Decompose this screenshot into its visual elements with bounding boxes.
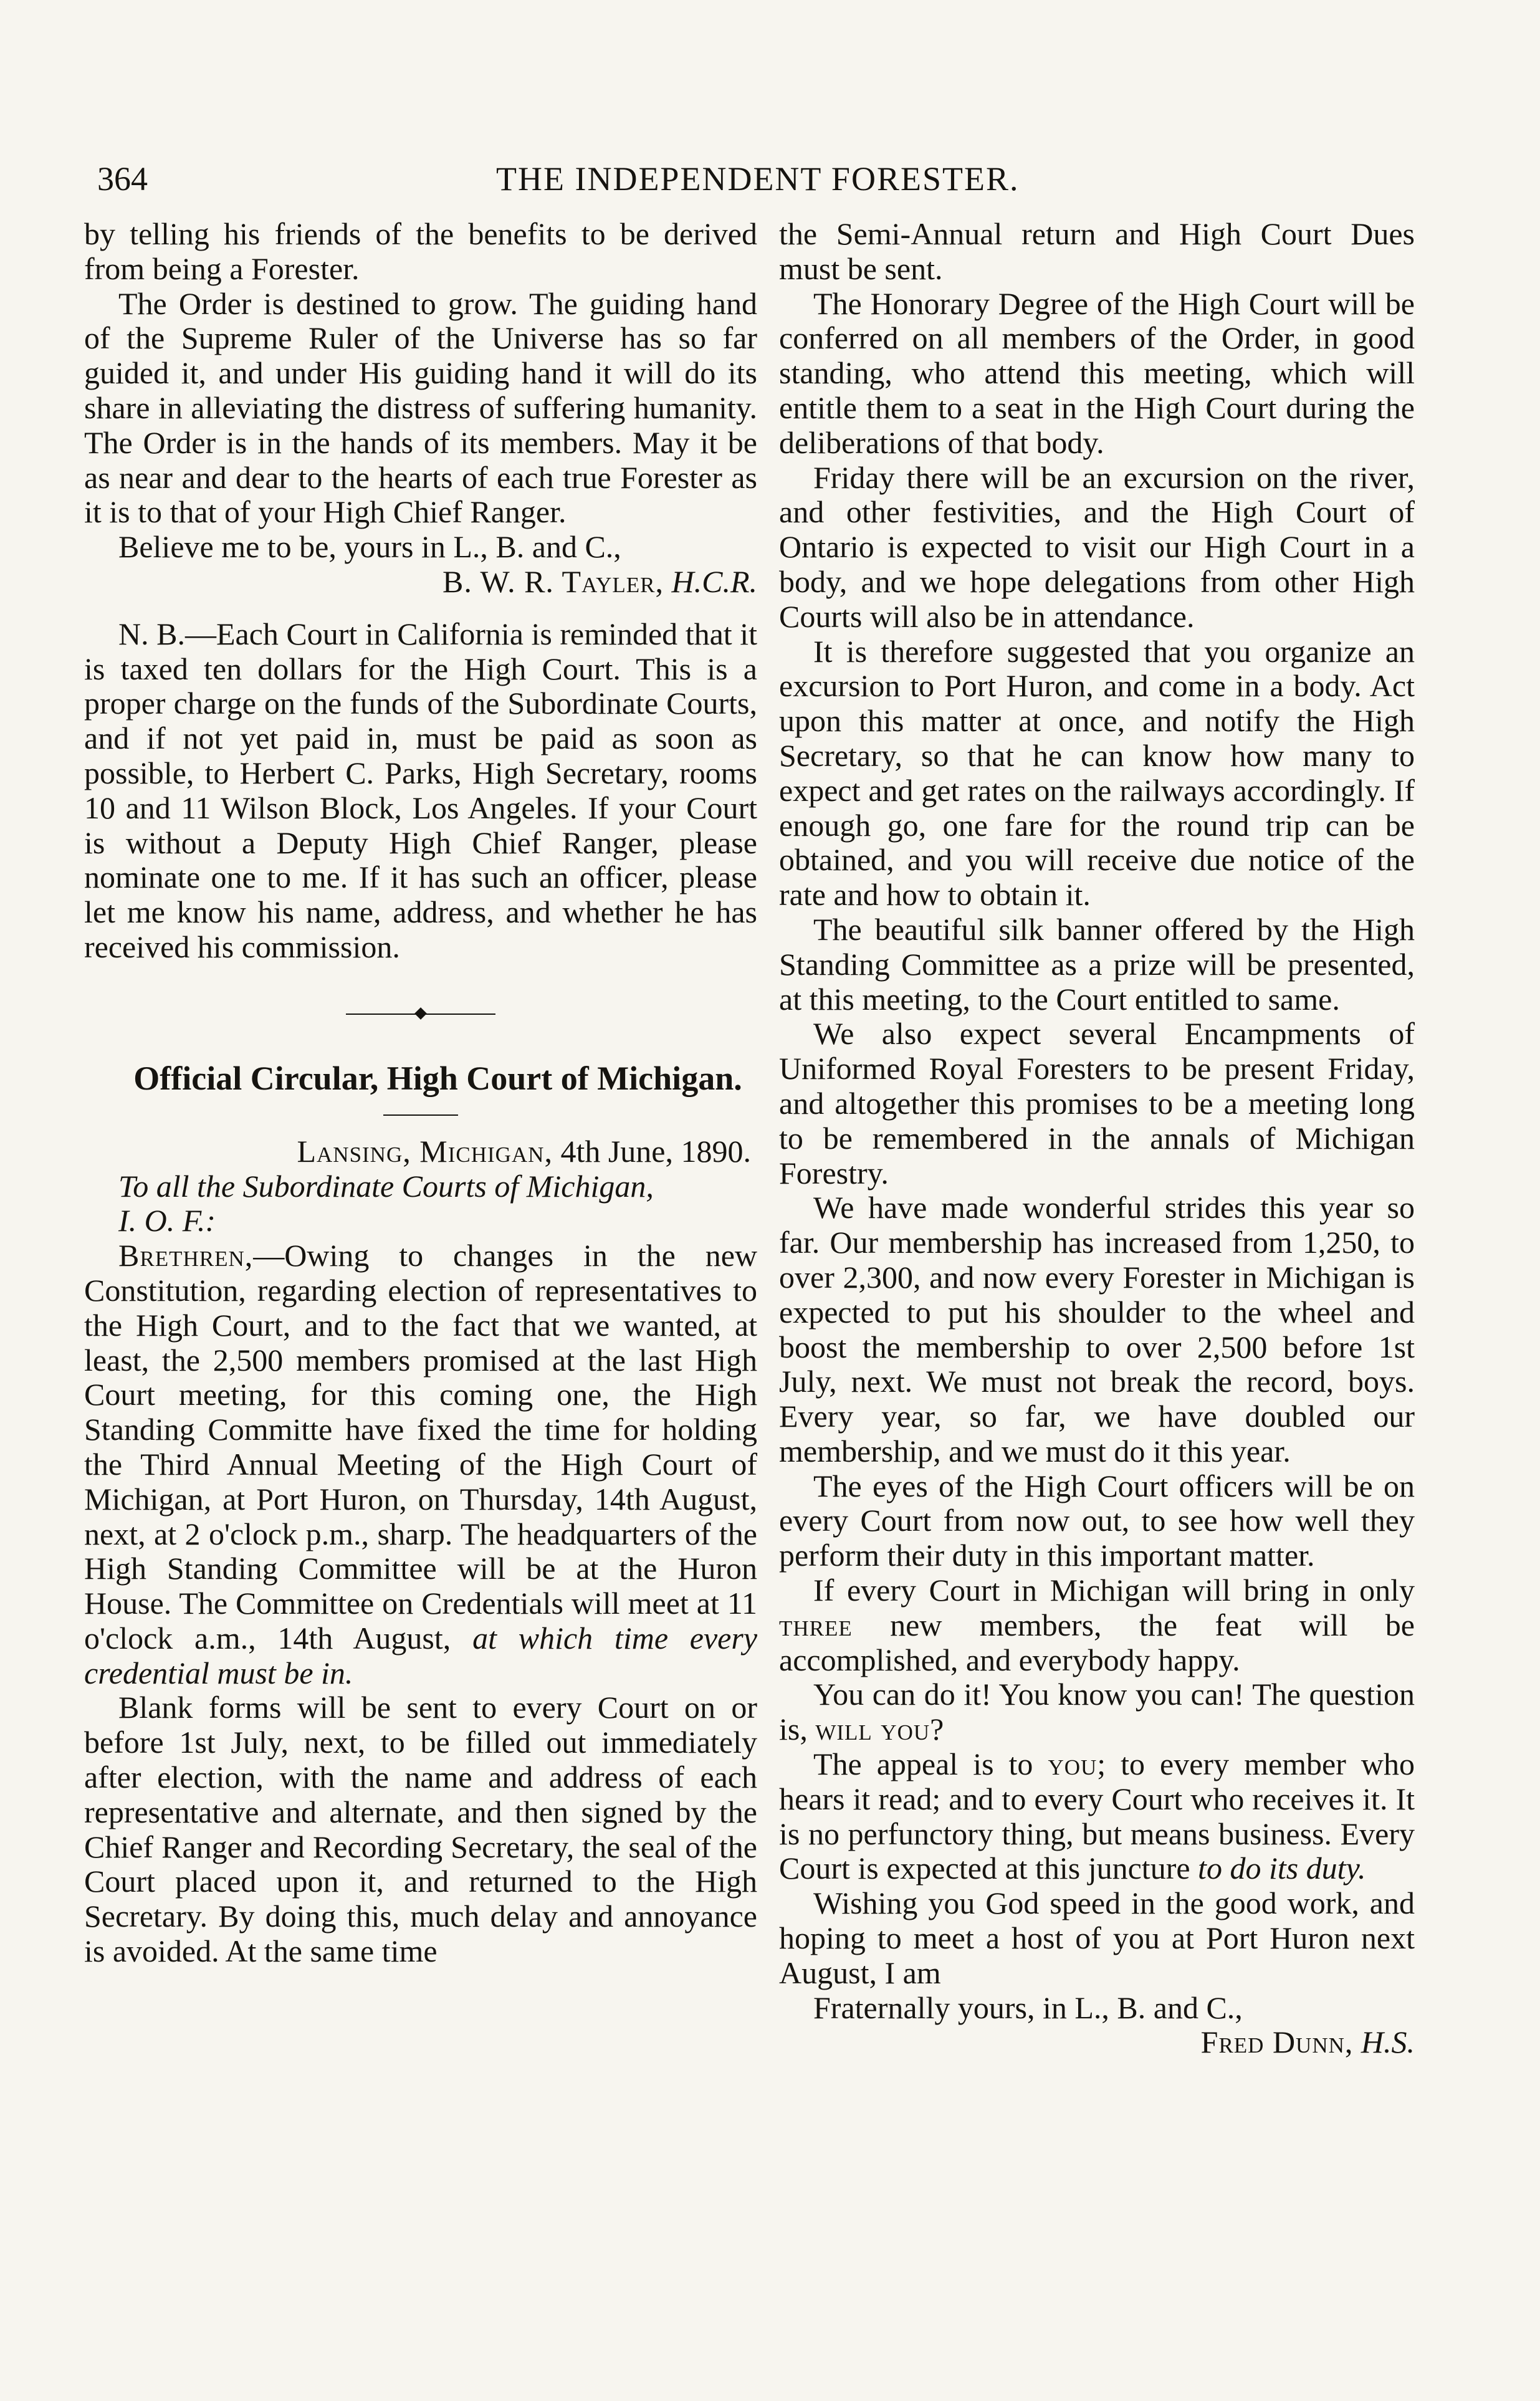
signature-title: H.C.R. [671, 563, 757, 599]
dateline [84, 1134, 757, 1169]
ornamental-rule [346, 1014, 495, 1015]
paragraph: We have made wonderful strides this year so far. Our membership has increased from 1,250, to over 2,300, and now every Forester in Michigan is expected to put his shoulder to the wheel and boost the membership to over 2,500 before 1st July, next. We must not break the record, boys. Every year, so far, we have doubled our membership, and we must do it this year. [779, 1190, 1415, 1469]
dateline-place: Lansing, Michigan, [297, 1133, 553, 1169]
paragraph: Wishing you God speed in the good work, and hoping to meet a host of you at Port Huron next August, I am [779, 1886, 1415, 1990]
paragraph [779, 1677, 1415, 1747]
paragraph: The Order is destined to grow. The guiding hand of the Supreme Ruler of the Universe has so far guided it, and under His guiding hand it will do its share in alleviating the distress of suffering humanity. The Order is in the hands of its members. May it be as near and dear to the hearts of each true Forester as it is to that of your High Chief Ranger. [84, 285, 757, 530]
left-column [84, 217, 757, 1969]
paragraph: We also expect several Encampments of Uniformed Royal Foresters to be present Friday, and altogether this promises to be a meeting long to be remembered in the annals of Michigan Forestry. [779, 1016, 1415, 1191]
signature [84, 565, 757, 600]
running-title: THE INDEPENDENT FORESTER. [496, 160, 1020, 198]
paragraph: The eyes of the High Court officers will be on every Court from now out, to see how well they perform their duty in this important matter. [779, 1468, 1415, 1573]
paragraph: Friday there will be an excursion on the river, and other festivities, and the High Court of Ontario is expected to visit our High Court in a body, and we hope delegations from other High Courts will also be in attendance. [779, 459, 1415, 634]
paragraph: The Honorary Degree of the High Court will be conferred on all members of the Order, in good standing, who attend this meeting, which will entitle them to a seat in the High Court during the deliberations of that body. [779, 285, 1415, 460]
paragraph: Blank forms will be sent to every Court on or before 1st July, next, to be filled out immediately after election, with the name and address of each representative and alternate, and then signed by the Chief Ranger and Recording Secretary, the seal of the Court placed upon it, and returned to the High Secretary. By doing this, much delay and annoyance is avoided. At the same time [84, 1690, 757, 1969]
signature-name: Fred Dunn, [1200, 2025, 1354, 2060]
emphasis-smallcaps: three [779, 1607, 853, 1642]
paragraph-text: The appeal is to [813, 1747, 1033, 1782]
paragraph-italic: at which time every credential must be in. [84, 1620, 758, 1690]
signature [779, 2025, 1415, 2060]
signature-title: H.S. [1361, 2025, 1415, 2060]
paragraph-text: ; to every member who hears it read; and to every Court who receives it. It is no perfunctory thing, but means business. Every Court is expected at this juncture [779, 1747, 1415, 1886]
dateline-date: 4th June, 1890. [560, 1133, 751, 1169]
page-number: 364 [97, 160, 148, 198]
paragraph-text: If every Court in Michigan will bring in only [813, 1573, 1415, 1608]
paragraph: The beautiful silk banner offered by the High Standing Committee as a prize will be presented, at this meeting, to the Court entitled to same. [779, 911, 1415, 1017]
paragraph: the Semi-Annual return and High Court Dues must be sent. [779, 216, 1415, 286]
nota-bene-paragraph: N. B.—Each Court in California is reminded that it is taxed ten dollars for the High Court. This is a proper charge on the funds of the Subordinate Courts, and if not yet paid in, must be paid as soon as possible, to Herbert C. Parks, High Secretary, rooms 10 and 11 Wilson Block, Los Angeles. If your Court is without a Deputy High Chief Ranger, please nominate one to me. If it has such an officer, please let me know his name, address, and whether he has received his commission. [84, 616, 757, 964]
salutation-line: To all the Subordinate Courts of Michigan, [118, 1168, 654, 1204]
paragraph-text: new members, the feat will be accomplished, and everybody happy. [779, 1607, 1415, 1677]
emphasis-smallcaps: you [1048, 1747, 1098, 1782]
paragraph [779, 1573, 1415, 1677]
running-header [97, 160, 1157, 203]
closing-line: Fraternally yours, in L., B. and C., [813, 1990, 1243, 2025]
paragraph: It is therefore suggested that you organize an excursion to Port Huron, and come in a body. Act upon this matter at once, and notify the High Secretary, so that he can know how many to expect and get rates on the railways accordingly. If enough go, one fare for the round trip can be obtained, and you will receive due notice of the rate and how to obtain it. [779, 633, 1415, 913]
paragraph-text: You can do it! You know you can! The question is, [779, 1677, 1415, 1747]
closing-line: Believe me to be, yours in L., B. and C., [118, 529, 621, 565]
paragraph [779, 1747, 1415, 1886]
signature-name: B. W. R. Tayler, [442, 563, 664, 599]
paragraph-italic: to do its duty. [1198, 1851, 1366, 1886]
paragraph [84, 1239, 757, 1690]
salutation-line-2: I. O. F.: [118, 1203, 216, 1239]
emphasis-smallcaps: will you? [815, 1712, 945, 1747]
brethren-lead: Brethren, [118, 1238, 254, 1273]
right-column [779, 217, 1415, 2060]
paragraph: by telling his friends of the benefits to be derived from being a Forester. [84, 216, 757, 286]
divider [383, 1114, 458, 1116]
paragraph-text: —Owing to changes in the new Constitution, regarding election of representatives to the High Court, and to the fact that we wanted, at least, the 2,500 members promised at the last High Court meeting, for this coming one, the High Standing Committe have fixed the time for holding the Third Annual Meeting of the High Court of Michigan, at Port Huron, on Thursday, 14th August, next, at 2 o'clock p.m., sharp. The headquarters of the High Standing Committee will be at the Huron House. The Committee on Credentials will meet at 11 o'clock a.m., 14th August, [84, 1238, 757, 1656]
circular-title: Official Circular, High Court of Michigan. [133, 1059, 742, 1097]
